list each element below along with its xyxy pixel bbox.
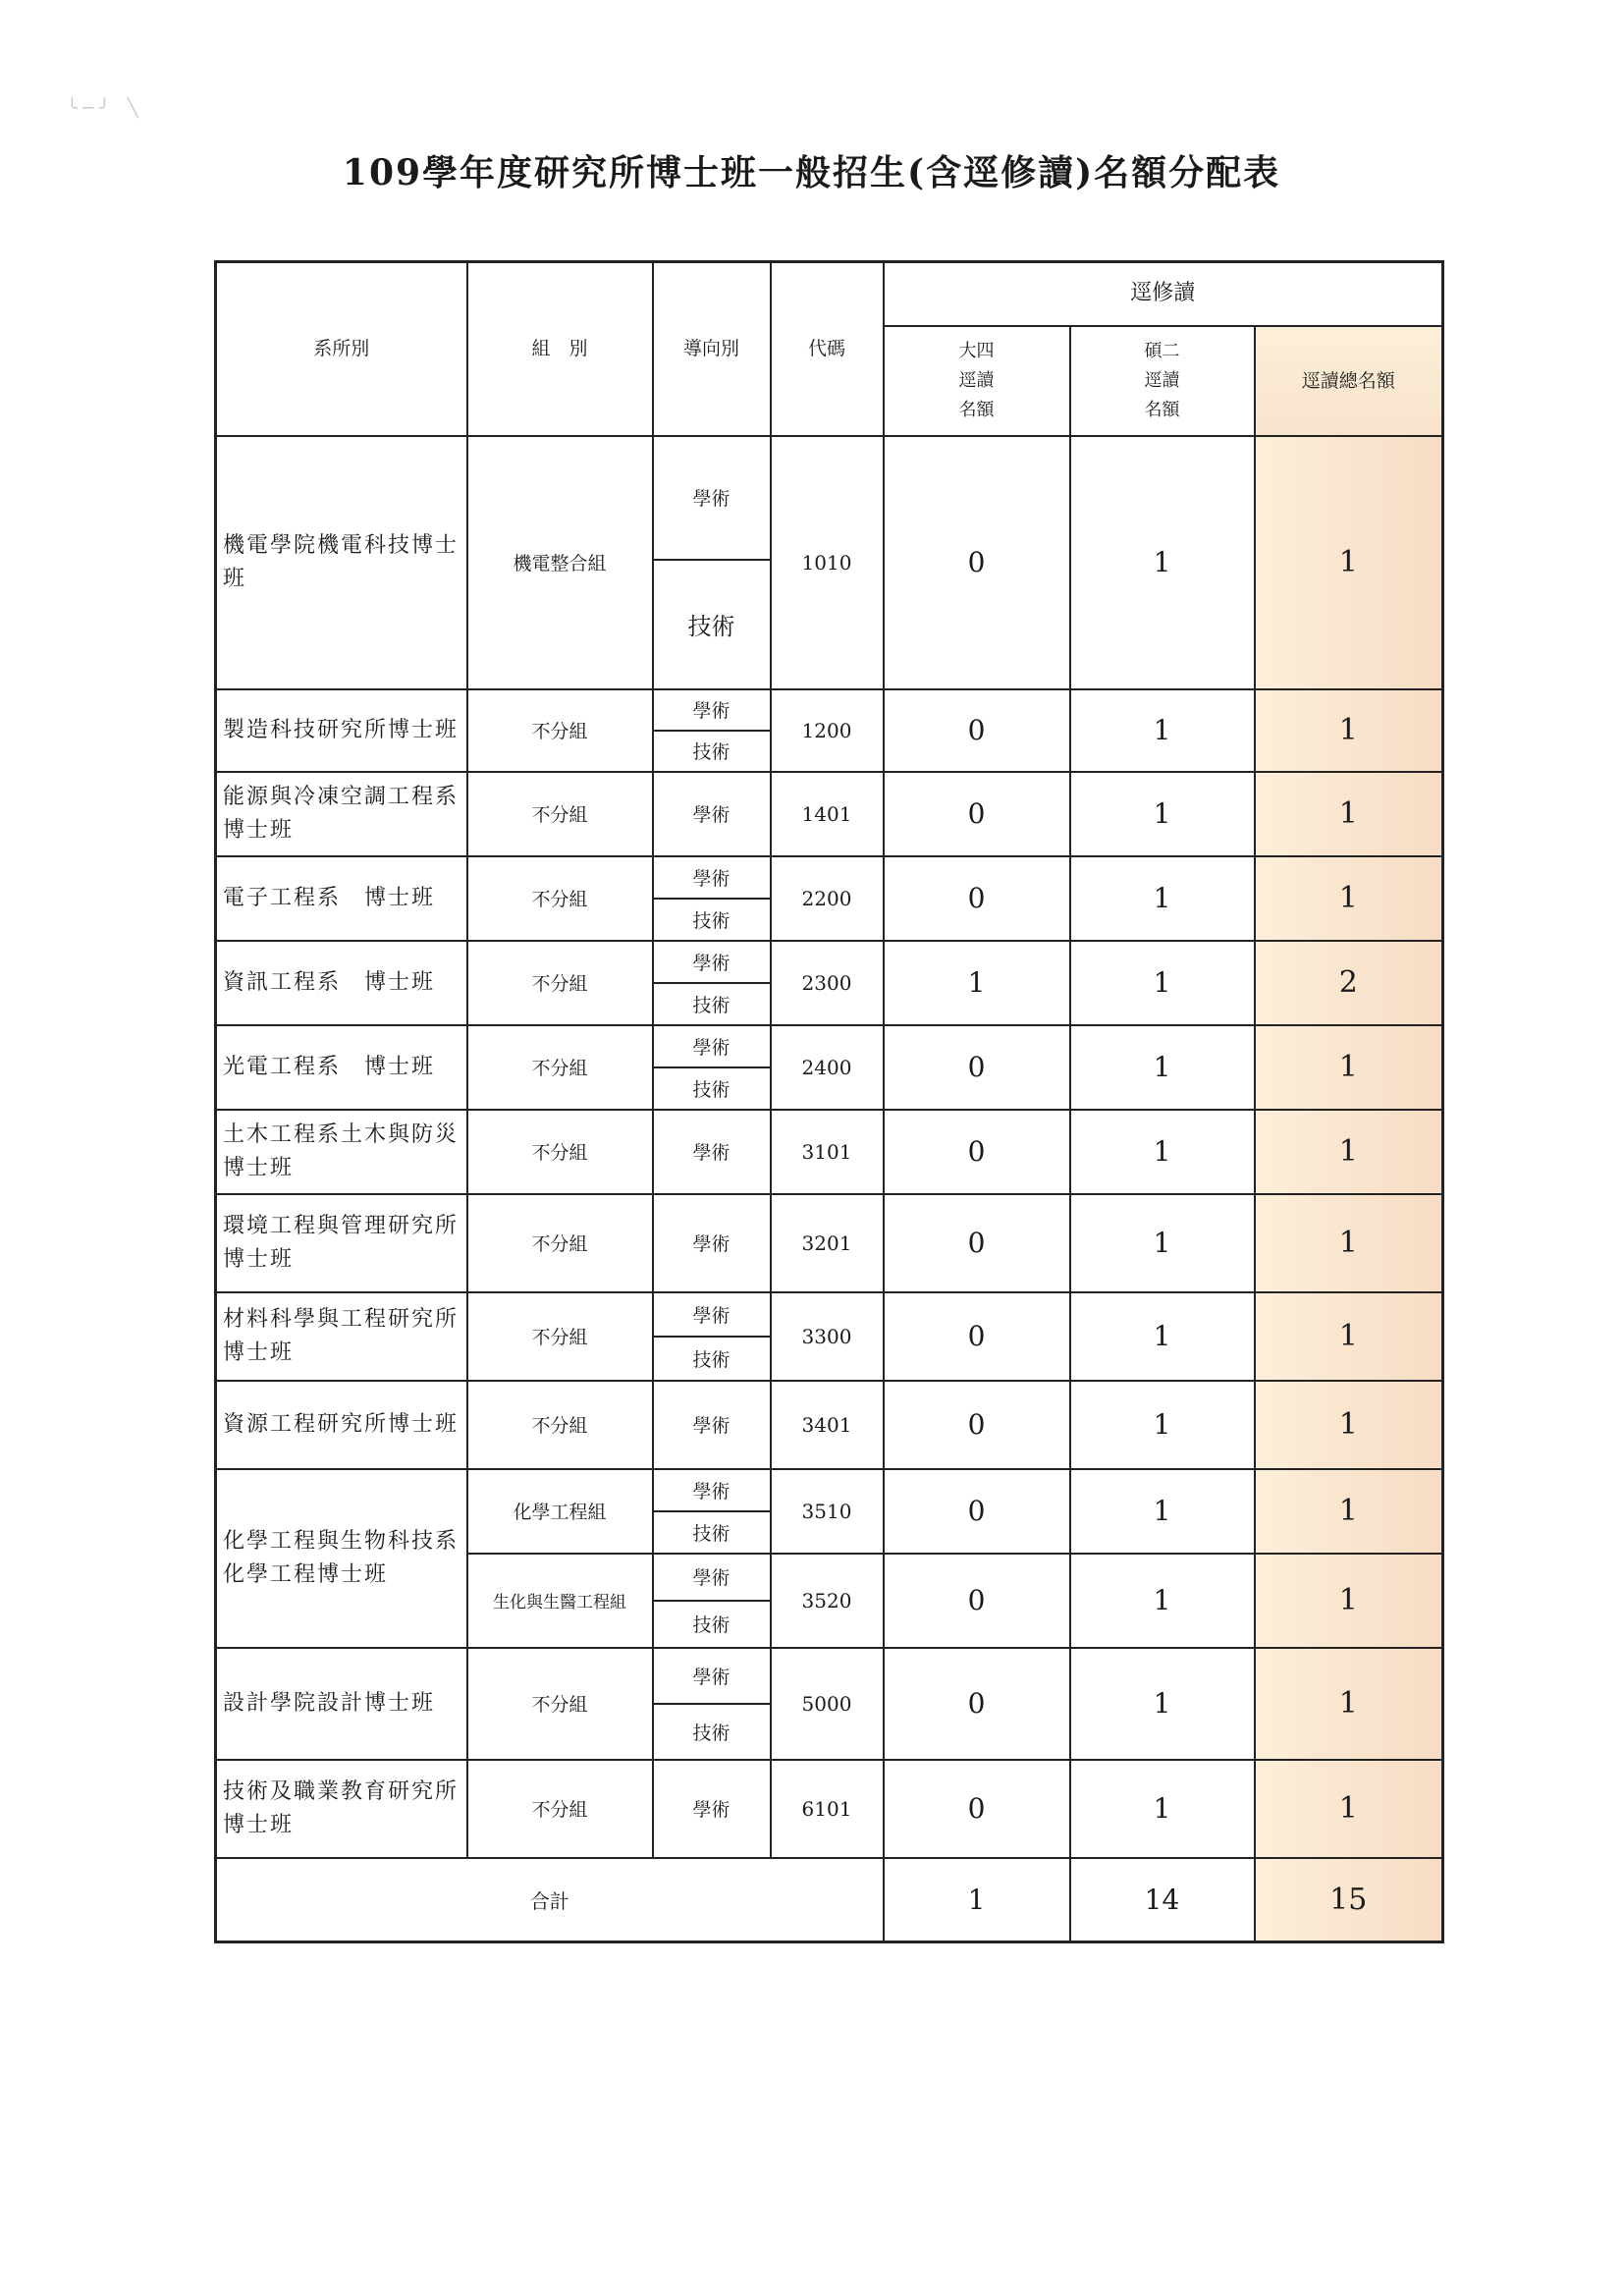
header-direct-study: 逕修讀 — [884, 262, 1443, 326]
dept-name: 電子工程系 博士班 — [216, 856, 467, 941]
orientation-academic: 學術 — [653, 856, 771, 899]
sum-label: 合計 — [216, 1858, 884, 1942]
senior-quota: 0 — [884, 1110, 1070, 1194]
orientation-technical: 技術 — [653, 731, 771, 772]
senior-quota: 0 — [884, 772, 1070, 856]
senior-quota: 0 — [884, 1381, 1070, 1469]
table-row — [216, 941, 1443, 983]
orientation-academic: 學術 — [653, 1381, 771, 1469]
dept-name: 光電工程系 博士班 — [216, 1025, 467, 1110]
group-name: 不分組 — [467, 1648, 653, 1760]
group-name: 不分組 — [467, 1194, 653, 1292]
orientation-academic: 學術 — [653, 941, 771, 983]
code: 3300 — [771, 1292, 884, 1381]
orientation-academic: 學術 — [653, 1292, 771, 1337]
orientation-academic: 學術 — [653, 436, 771, 560]
code: 2200 — [771, 856, 884, 941]
header-group: 組 別 — [467, 262, 653, 436]
code: 3510 — [771, 1469, 884, 1554]
total-quota: 1 — [1255, 1110, 1443, 1194]
total-quota: 1 — [1255, 1381, 1443, 1469]
total-quota: 1 — [1255, 1025, 1443, 1110]
total-quota: 1 — [1255, 1760, 1443, 1858]
orientation-technical: 技術 — [653, 983, 771, 1025]
total-quota: 1 — [1255, 772, 1443, 856]
table-row — [216, 1025, 1443, 1067]
senior-quota: 0 — [884, 1760, 1070, 1858]
group-name: 不分組 — [467, 856, 653, 941]
code: 1010 — [771, 436, 884, 689]
total-quota: 1 — [1255, 1648, 1443, 1760]
senior-quota: 0 — [884, 1292, 1070, 1381]
sum-row — [216, 1858, 1443, 1942]
table-row — [216, 772, 1443, 856]
page-title: 109學年度研究所博士班一般招生(含逕修讀)名額分配表 — [342, 152, 1281, 193]
orientation-academic: 學術 — [653, 1554, 771, 1601]
code: 3520 — [771, 1554, 884, 1648]
master-quota: 1 — [1070, 1554, 1255, 1648]
master-quota: 1 — [1070, 1469, 1255, 1554]
dept-name: 製造科技研究所博士班 — [216, 689, 467, 772]
header-orientation: 導向別 — [653, 262, 771, 436]
code: 2300 — [771, 941, 884, 1025]
code: 6101 — [771, 1760, 884, 1858]
master-quota: 1 — [1070, 772, 1255, 856]
header-dept: 系所別 — [216, 262, 467, 436]
code: 3101 — [771, 1110, 884, 1194]
total-quota: 1 — [1255, 436, 1443, 689]
orientation-technical: 技術 — [653, 1511, 771, 1554]
orientation-academic: 學術 — [653, 689, 771, 731]
senior-quota: 0 — [884, 1194, 1070, 1292]
code: 5000 — [771, 1648, 884, 1760]
total-quota: 1 — [1255, 1194, 1443, 1292]
group-name: 生化與生醫工程組 — [467, 1554, 653, 1648]
master-quota: 1 — [1070, 1760, 1255, 1858]
orientation-technical: 技術 — [653, 560, 771, 689]
orientation-technical: 技術 — [653, 899, 771, 941]
group-name: 不分組 — [467, 1025, 653, 1110]
dept-name: 化學工程與生物科技系化學工程博士班 — [216, 1469, 467, 1648]
senior-quota: 0 — [884, 689, 1070, 772]
orientation-academic: 學術 — [653, 772, 771, 856]
table-row — [216, 689, 1443, 731]
dept-name: 資訊工程系 博士班 — [216, 941, 467, 1025]
group-name: 不分組 — [467, 689, 653, 772]
group-name: 不分組 — [467, 941, 653, 1025]
table-row — [216, 1292, 1443, 1337]
dept-name: 技術及職業教育研究所博士班 — [216, 1760, 467, 1858]
orientation-technical: 技術 — [653, 1337, 771, 1381]
senior-quota: 0 — [884, 1469, 1070, 1554]
group-name: 不分組 — [467, 1110, 653, 1194]
table-row — [216, 1110, 1443, 1194]
dept-name: 環境工程與管理研究所博士班 — [216, 1194, 467, 1292]
sum-total: 15 — [1255, 1858, 1443, 1942]
master-quota: 1 — [1070, 1110, 1255, 1194]
master-quota: 1 — [1070, 1648, 1255, 1760]
table-row — [216, 1760, 1443, 1858]
orientation-academic: 學術 — [653, 1194, 771, 1292]
orientation-academic: 學術 — [653, 1760, 771, 1858]
master-quota: 1 — [1070, 436, 1255, 689]
master-quota: 1 — [1070, 856, 1255, 941]
orientation-academic: 學術 — [653, 1648, 771, 1704]
header-master: 碩二 逕讀 名額 — [1070, 326, 1255, 436]
table-row — [216, 856, 1443, 899]
orientation-technical: 技術 — [653, 1704, 771, 1760]
header-code: 代碼 — [771, 262, 884, 436]
code: 1200 — [771, 689, 884, 772]
group-name: 不分組 — [467, 1292, 653, 1381]
code: 2400 — [771, 1025, 884, 1110]
code: 3201 — [771, 1194, 884, 1292]
orientation-technical: 技術 — [653, 1067, 771, 1110]
master-quota: 1 — [1070, 941, 1255, 1025]
orientation-technical: 技術 — [653, 1601, 771, 1648]
total-quota: 1 — [1255, 856, 1443, 941]
senior-quota: 0 — [884, 856, 1070, 941]
senior-quota: 0 — [884, 436, 1070, 689]
senior-quota: 0 — [884, 1554, 1070, 1648]
group-name: 化學工程組 — [467, 1469, 653, 1554]
table-row — [216, 436, 1443, 560]
orientation-academic: 學術 — [653, 1469, 771, 1511]
sum-master: 14 — [1070, 1858, 1255, 1942]
senior-quota: 0 — [884, 1648, 1070, 1760]
sum-senior: 1 — [884, 1858, 1070, 1942]
total-quota: 1 — [1255, 1292, 1443, 1381]
table-row — [216, 1469, 1443, 1511]
dept-name: 資源工程研究所博士班 — [216, 1381, 467, 1469]
total-quota: 1 — [1255, 1554, 1443, 1648]
quota-table — [214, 260, 1444, 1943]
group-name: 不分組 — [467, 772, 653, 856]
senior-quota: 1 — [884, 941, 1070, 1025]
orientation-academic: 學術 — [653, 1110, 771, 1194]
senior-quota: 0 — [884, 1025, 1070, 1110]
table-row — [216, 1381, 1443, 1469]
code: 1401 — [771, 772, 884, 856]
orientation-academic: 學術 — [653, 1025, 771, 1067]
table-row — [216, 1648, 1443, 1704]
table-row — [216, 1194, 1443, 1292]
scan-mark: ╰ ─ ╯ ╲ — [67, 98, 138, 119]
master-quota: 1 — [1070, 1194, 1255, 1292]
group-name: 不分組 — [467, 1381, 653, 1469]
dept-name: 設計學院設計博士班 — [216, 1648, 467, 1760]
total-quota: 1 — [1255, 1469, 1443, 1554]
group-name: 機電整合組 — [467, 436, 653, 689]
dept-name: 土木工程系土木與防災博士班 — [216, 1110, 467, 1194]
master-quota: 1 — [1070, 1292, 1255, 1381]
group-name: 不分組 — [467, 1760, 653, 1858]
code: 3401 — [771, 1381, 884, 1469]
total-quota: 1 — [1255, 689, 1443, 772]
header-total: 逕讀總名額 — [1255, 326, 1443, 436]
header-senior: 大四 逕讀 名額 — [884, 326, 1070, 436]
dept-name: 機電學院機電科技博士班 — [216, 436, 467, 689]
total-quota: 2 — [1255, 941, 1443, 1025]
dept-name: 能源與冷凍空調工程系博士班 — [216, 772, 467, 856]
master-quota: 1 — [1070, 689, 1255, 772]
dept-name: 材料科學與工程研究所博士班 — [216, 1292, 467, 1381]
master-quota: 1 — [1070, 1381, 1255, 1469]
master-quota: 1 — [1070, 1025, 1255, 1110]
